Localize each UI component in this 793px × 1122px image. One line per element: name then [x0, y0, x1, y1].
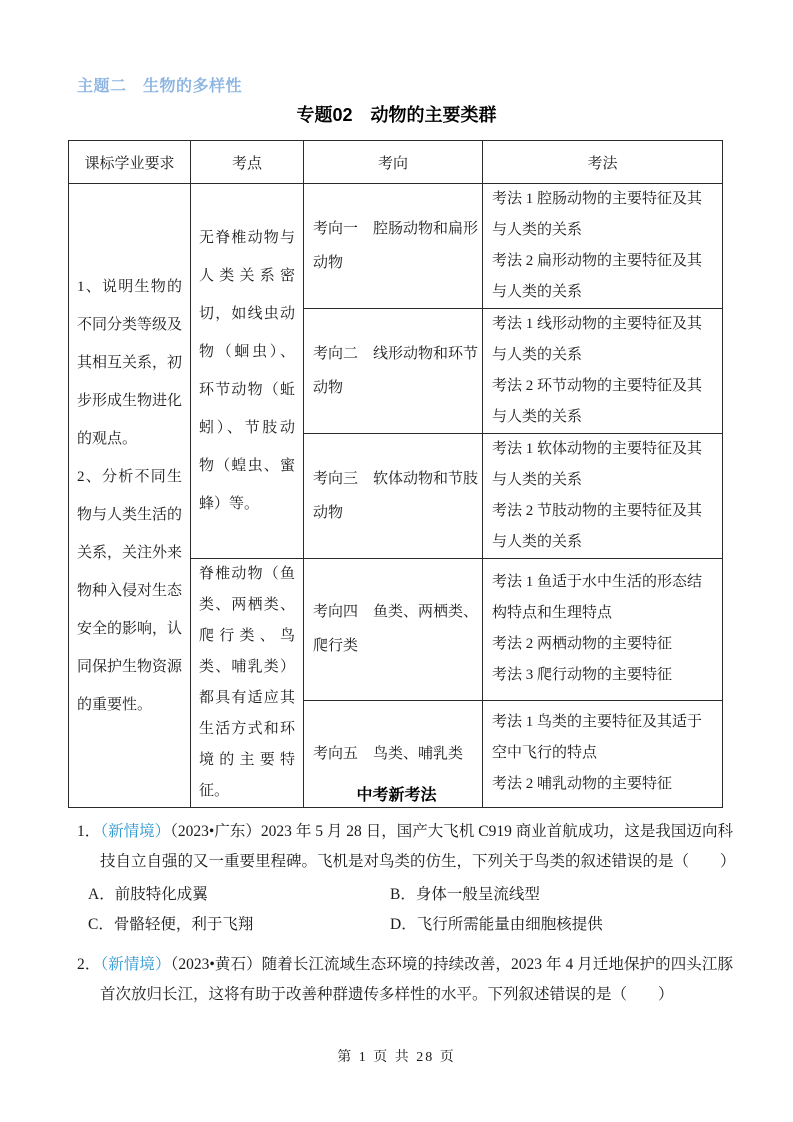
- kaofa-1-cell: [483, 184, 723, 309]
- curriculum-para-1: 1、说明生物的不同分类等级及其相互关系，初步形成生物进化的观点。: [77, 278, 183, 447]
- page-number-footer: 第 1 页 共 28 页: [337, 1050, 456, 1065]
- kaofa-item: 考法 2 节肢动物的主要特征及其与人类的关系: [492, 503, 703, 550]
- curriculum-para-2: 2、分析不同生物与人类生活的关系，关注外来物种入侵对生态安全的影响，认同保护生物资源的重要性。: [77, 468, 183, 713]
- curriculum-cell: [69, 184, 191, 808]
- table-row: [69, 184, 723, 309]
- kaofa-item: 考法 3 爬行动物的主要特征: [492, 667, 673, 684]
- header-kaoxiang: 考向: [304, 141, 483, 184]
- option-b: B．身体一般呈流线型: [390, 886, 540, 903]
- question-text: （2023•黄石）随着长江流域生态环境的持续改善，2023 年 4 月迁地保护的四头江豚首次放归长江，这将有助于改善种群遗传多样性的水平。下列叙述错误的是（ ）: [100, 956, 733, 1003]
- question-text: （2023•广东）2023 年 5 月 28 日，国产大飞机 C919 商业首航成功，这是我国迈向科技自立自强的又一重要里程碑。飞机是对鸟类的仿生，下列关于鸟类的叙述错误的是（ ）: [100, 823, 736, 870]
- kaofa-2-cell: [483, 309, 723, 434]
- question-1-options: [88, 880, 733, 940]
- header-kaofa: 考法: [483, 141, 723, 184]
- kaofa-4-cell: [483, 559, 723, 701]
- kaofa-item: 考法 2 扁形动物的主要特征及其与人类的关系: [492, 253, 703, 300]
- question-tag: （新情境）: [100, 823, 171, 840]
- kaofa-item: 考法 2 哺乳动物的主要特征: [492, 776, 673, 793]
- kaoxiang-2-cell: 考向二 线形动物和环节动物: [304, 309, 483, 434]
- header-kaodian: 考点: [191, 141, 304, 184]
- kaoxiang-4-cell: 考向四 鱼类、两栖类、爬行类: [304, 559, 483, 701]
- kaoxiang-3-cell: 考向三 软体动物和节肢动物: [304, 434, 483, 559]
- option-d: D．飞行所需能量由细胞核提供: [390, 916, 603, 933]
- kaoxiang-1-cell: 考向一 腔肠动物和扁形动物: [304, 184, 483, 309]
- table-header-row: [69, 141, 723, 184]
- option-a: A．前肢特化成翼: [88, 886, 208, 903]
- header-curriculum: 课标学业要求: [69, 141, 191, 184]
- question-1: [77, 817, 736, 877]
- section-title: 主题二 生物的多样性: [77, 78, 243, 95]
- kaofa-item: 考法 1 鸟类的主要特征及其适于空中飞行的特点: [492, 714, 703, 762]
- kaofa-item: 考法 2 环节动物的主要特征及其与人类的关系: [492, 378, 703, 425]
- option-c: C．骨骼轻便，利于飞翔: [88, 916, 254, 933]
- kaodian-vertebrate-cell: 脊椎动物（鱼类、两栖类、爬行类、鸟类、哺乳类）都具有适应其生活方式和环境的主要特征。: [191, 559, 304, 808]
- overview-table: [68, 140, 723, 808]
- kaofa-item: 考法 1 线形动物的主要特征及其与人类的关系: [492, 316, 703, 363]
- kaofa-3-cell: [483, 434, 723, 559]
- mid-heading: 中考新考法: [356, 787, 437, 804]
- kaofa-item: 考法 2 两栖动物的主要特征: [492, 636, 673, 653]
- question-2: [77, 950, 733, 1010]
- kaofa-item: 考法 1 鱼适于水中生活的形态结构特点和生理特点: [492, 574, 703, 622]
- kaoxiang-5-cell: 考向五 鸟类、哺乳类: [304, 700, 483, 807]
- question-number: 2．: [77, 956, 101, 973]
- question-number: 1．: [77, 823, 101, 840]
- kaodian-invertebrate-cell: 无脊椎动物与人类关系密切，如线虫动物（蛔虫）、环节动物（蚯蚓）、节肢动物（蝗虫、蜜蜂）等。: [191, 184, 304, 559]
- page-title: 专题02 动物的主要类群: [296, 105, 497, 125]
- question-tag: （新情境）: [100, 956, 171, 973]
- kaofa-item: 考法 1 软体动物的主要特征及其与人类的关系: [492, 441, 703, 488]
- new-exam-section: [0, 785, 793, 1010]
- kaofa-item: 考法 1 腔肠动物的主要特征及其与人类的关系: [492, 191, 703, 238]
